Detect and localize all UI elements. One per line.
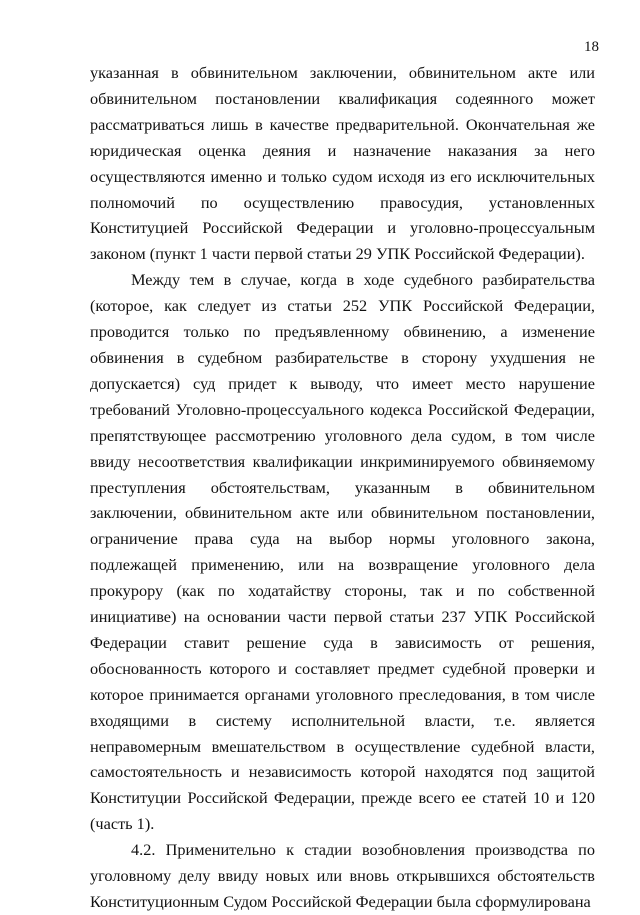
paragraph-2: Между тем в случае, когда в ходе судебного разбирательства (которое, как следует из статьи 252 УПК Российской Федерации, проводится только по предъявленному обвинению, а изменение обвинения в судебном разбирательстве в сторону ухудшения не допускается) суд придет к выводу, что имеет место нарушение требований Уголовно-процессуального кодекса Российской Федерации, препятствующее рассмотрению уголовного дела судом, в том числе ввиду несоответствия квалификации инкриминируемого обвиняемому преступления обстоятельствам, указанным в обвинительном заключении, обвинительном акте или обвинительном постановлении, ограничение права суда на выбор нормы уголовного закона, подлежащей применению, или на возвращение уголовного дела прокурору (как по ходатайству стороны, так и по собственной инициативе) на основании части первой статьи 237 УПК Российской Федерации ставит решение суда в зависимость от решения, обоснованность которого и составляет предмет судебной проверки и которое принимается органами уголовного преследования, в том числе входящими в систему исполнительной власти, т.е. является неправомерным вмешательством в осуществление судебной власти, самостоятельность и независимость которой находятся под защитой Конституции Российской Федерации, прежде всего ее статей 10 и 120 (часть 1). — [90, 270, 595, 834]
paragraph-1: указанная в обвинительном заключении, обвинительном акте или обвинительном постановлении квалификация содеянного может рассматриваться лишь в качестве предварительной. Окончательная же юридическая оценка деяния и назначение наказания за него осуществляются именно и только судом исходя из его исключительных полномочий по осуществлению правосудия, установленных Конституцией Российской Федерации и уголовно-процессуальным законом (пункт 1 части первой статьи 29 УПК Российской Федерации). — [90, 63, 595, 264]
document-body — [90, 60, 595, 915]
page-number: 18 — [584, 39, 599, 55]
paragraph-3: 4.2. Применительно к стадии возобновления производства по уголовному делу ввиду новых или вновь открывшихся обстоятельств Конституционным Судом Российской Федерации была сформулирована — [90, 840, 595, 911]
